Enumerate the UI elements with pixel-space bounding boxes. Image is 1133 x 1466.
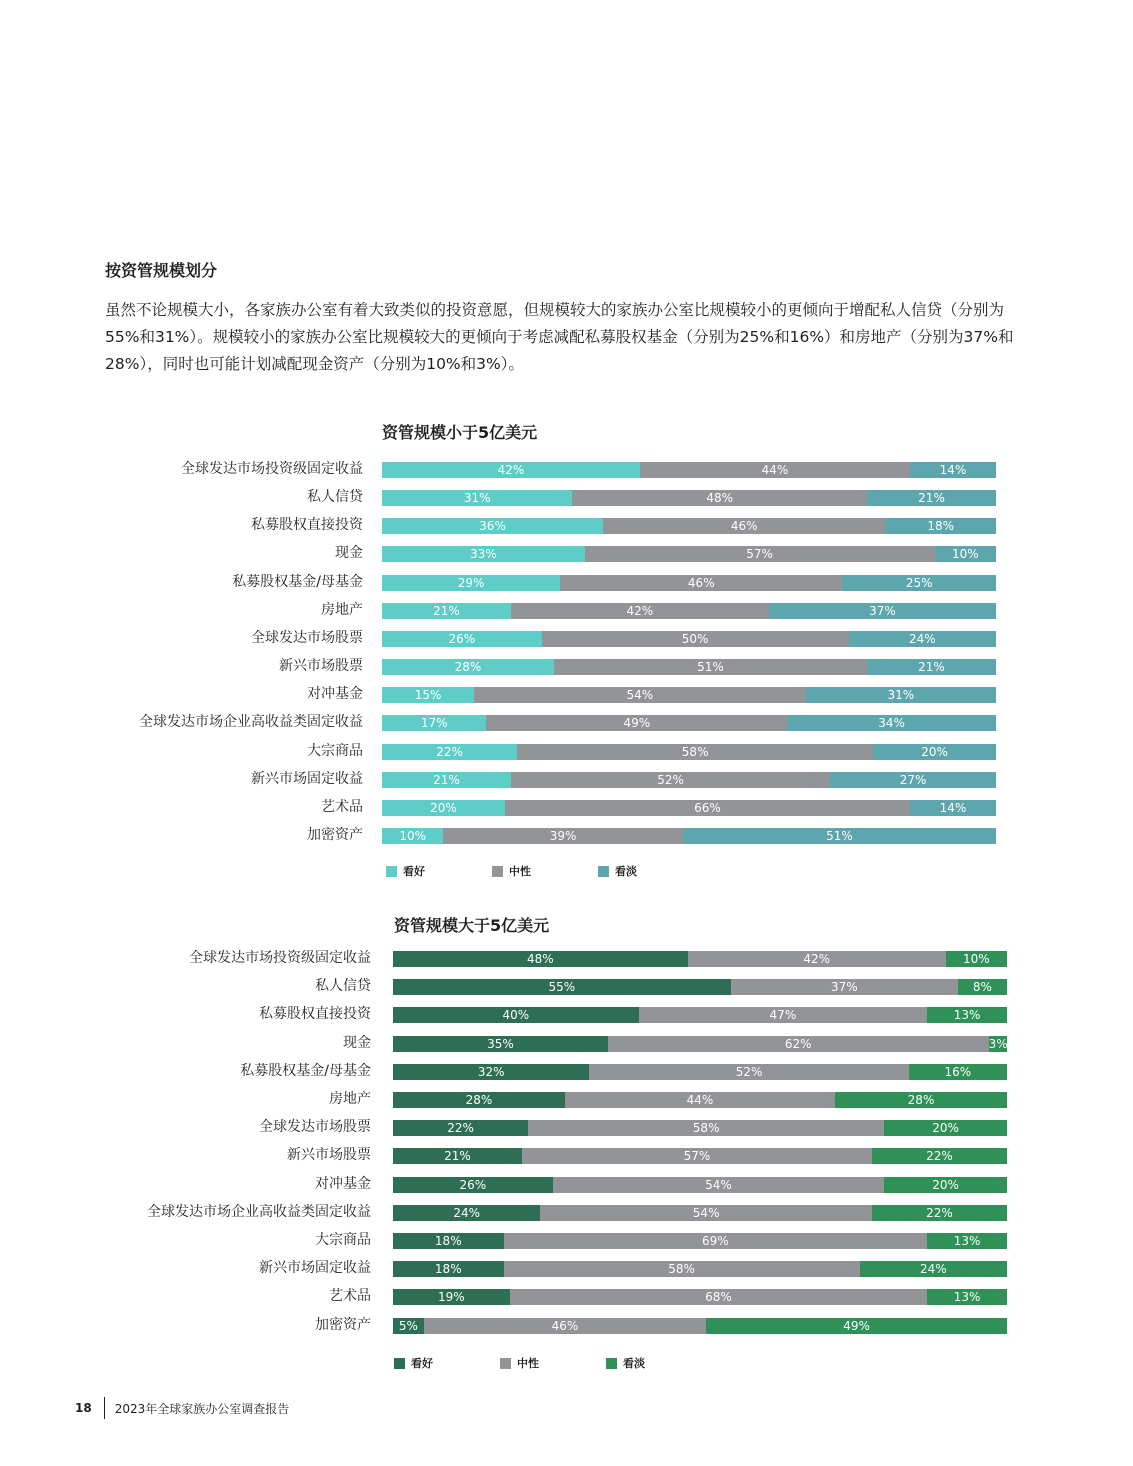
data-label: 49%: [843, 1318, 870, 1333]
legend-swatch: [394, 1358, 405, 1369]
data-label: 62%: [784, 1036, 812, 1051]
data-label: 20%: [932, 1177, 959, 1192]
category-label: 新兴市场股票: [279, 658, 363, 675]
chart-row: [0, 1202, 1133, 1222]
data-label: 54%: [705, 1177, 732, 1192]
bar-segment: [382, 575, 560, 591]
data-label: 57%: [683, 1149, 711, 1164]
data-label: 55%: [548, 980, 576, 995]
bar-segment: [382, 828, 443, 844]
chart-row: [0, 1033, 1133, 1053]
data-label: 27%: [899, 772, 927, 787]
bar-segment: [382, 603, 511, 619]
data-label: 20%: [932, 1121, 959, 1136]
data-label: 68%: [705, 1290, 732, 1305]
stacked-bar: [393, 1177, 1007, 1193]
stacked-bar: [382, 772, 996, 788]
chart-title: 资管规模大于5亿美元: [394, 916, 550, 935]
stacked-bar: [382, 828, 996, 844]
chart-row: [0, 600, 1133, 620]
stacked-bar: [382, 800, 996, 816]
bar-segment: [910, 462, 996, 478]
data-label: 31%: [463, 491, 491, 506]
data-label: 48%: [706, 491, 734, 506]
stacked-bar: [393, 1120, 1007, 1136]
chart-row: [0, 1117, 1133, 1137]
section-paragraph: 虽然不论规模大小，各家族办公室有着大致类似的投资意愿，但规模较大的家族办公室比规模较小的更倾向于增配私人信贷（分别为55%和31%）。规模较小的家族办公室比规模较大的更倾向于考虑减配私募股权基金（分别为25%和16%）和房地产（分别为37%和28%），同时也可能计划减配现金资产（分别为10%和3%）。: [105, 301, 1014, 373]
chart-row: [0, 1286, 1133, 1306]
data-label: 10%: [951, 547, 979, 562]
bar-segment: [565, 1092, 835, 1108]
data-label: 36%: [479, 519, 506, 534]
data-label: 18%: [434, 1234, 462, 1248]
data-label: 10%: [962, 952, 990, 966]
bar-segment: [589, 1064, 908, 1080]
data-label: 34%: [878, 716, 905, 731]
data-label: 26%: [459, 1177, 487, 1192]
bar-segment: [393, 1064, 589, 1080]
bar-segment: [382, 687, 474, 703]
category-label: 加密资产: [307, 826, 363, 843]
bar-segment: [382, 546, 585, 562]
bar-segment: [830, 772, 996, 788]
chart-title: 资管规模小于5亿美元: [382, 423, 538, 442]
chart-row: [0, 656, 1133, 676]
bar-segment: [393, 1177, 553, 1193]
data-label: 16%: [944, 1064, 972, 1079]
bar-segment: [873, 744, 996, 760]
data-label: 22%: [447, 1121, 474, 1136]
data-label: 13%: [953, 1290, 981, 1305]
category-label: 私募股权直接投资: [259, 1006, 371, 1023]
category-label: 现金: [343, 1034, 371, 1051]
bar-segment: [884, 1120, 1007, 1136]
bar-segment: [835, 1092, 1007, 1108]
bar-segment: [608, 1036, 989, 1052]
data-label: 21%: [433, 772, 460, 787]
stacked-bar: [382, 744, 996, 760]
bar-segment: [517, 744, 873, 760]
data-label: 22%: [436, 744, 463, 759]
bar-segment: [382, 715, 486, 731]
bar-segment: [603, 518, 885, 534]
data-label: 47%: [769, 1008, 797, 1023]
data-label: 42%: [803, 952, 830, 966]
data-label: 51%: [826, 828, 853, 843]
legend-swatch: [492, 866, 503, 877]
bar-segment: [393, 1120, 528, 1136]
data-label: 40%: [502, 1008, 530, 1023]
bar-segment: [393, 1318, 424, 1334]
data-label: 28%: [465, 1093, 493, 1107]
legend-swatch: [386, 866, 397, 877]
stacked-bar: [382, 518, 996, 534]
legend-swatch: [598, 866, 609, 877]
page-number: 18: [75, 1401, 92, 1415]
chart-row: [0, 1145, 1133, 1165]
data-label: 37%: [869, 603, 896, 618]
stacked-bar: [393, 979, 1007, 995]
data-label: 28%: [907, 1093, 935, 1107]
data-label: 46%: [730, 519, 758, 534]
chart-row: [0, 1230, 1133, 1250]
data-label: 8%: [972, 980, 992, 995]
bar-segment: [424, 1318, 706, 1334]
chart-row: [0, 1174, 1133, 1194]
data-label: 54%: [692, 1205, 720, 1220]
bar-segment: [486, 715, 787, 731]
data-label: 46%: [687, 575, 715, 590]
data-label: 48%: [527, 952, 554, 966]
stacked-bar: [382, 462, 996, 478]
chart-row: [0, 1315, 1133, 1335]
stacked-bar: [393, 1261, 1007, 1277]
data-label: 24%: [919, 1262, 947, 1277]
data-label: 46%: [551, 1318, 579, 1333]
category-label: 全球发达市场投资级固定收益: [189, 950, 371, 966]
bar-segment: [910, 800, 996, 816]
bar-segment: [393, 1036, 608, 1052]
stacked-bar: [382, 575, 996, 591]
stacked-bar: [393, 1007, 1007, 1023]
bar-segment: [393, 1092, 565, 1108]
bar-segment: [382, 490, 572, 506]
bar-segment: [860, 1261, 1007, 1277]
bar-segment: [511, 772, 830, 788]
bar-segment: [585, 546, 935, 562]
data-label: 44%: [686, 1093, 714, 1107]
data-label: 20%: [921, 744, 948, 759]
legend-label: 看好: [411, 1357, 433, 1370]
data-label: 31%: [887, 688, 915, 703]
category-label: 私募股权基金/母基金: [240, 1062, 371, 1079]
legend-label: 看淡: [623, 1357, 645, 1370]
bar-segment: [504, 1261, 860, 1277]
page-footer: [75, 1397, 289, 1419]
stacked-bar: [382, 546, 996, 562]
data-label: 15%: [414, 688, 442, 703]
data-label: 58%: [681, 744, 709, 759]
data-label: 52%: [735, 1064, 763, 1079]
stacked-bar: [393, 1064, 1007, 1080]
legend-label: 看好: [403, 865, 425, 878]
data-label: 69%: [702, 1234, 729, 1248]
bar-segment: [382, 800, 505, 816]
data-label: 18%: [927, 519, 955, 534]
data-label: 24%: [908, 631, 936, 646]
bar-segment: [884, 1177, 1007, 1193]
chart-row: [0, 825, 1133, 845]
stacked-bar: [393, 1289, 1007, 1305]
bar-segment: [393, 1233, 504, 1249]
legend-item: [606, 1355, 712, 1371]
bar-segment: [688, 951, 946, 967]
bar-segment: [560, 575, 842, 591]
category-label: 大宗商品: [307, 742, 363, 759]
category-label: 全球发达市场股票: [259, 1119, 371, 1136]
bar-segment: [989, 1036, 1007, 1052]
data-label: 52%: [657, 772, 684, 787]
chart-row: [0, 487, 1133, 507]
category-label: 大宗商品: [315, 1232, 371, 1248]
data-label: 22%: [926, 1149, 953, 1164]
category-label: 对冲基金: [315, 1175, 371, 1192]
category-label: 对冲基金: [307, 686, 363, 703]
chart-row: [0, 741, 1133, 761]
stacked-bar: [393, 1036, 1007, 1052]
bar-segment: [382, 518, 603, 534]
chart-row: [0, 1061, 1133, 1081]
data-label: 42%: [497, 463, 525, 477]
bar-segment: [787, 715, 996, 731]
bar-segment: [393, 1261, 504, 1277]
legend-item: [598, 863, 704, 879]
legend-item: [500, 1355, 606, 1371]
category-label: 新兴市场固定收益: [251, 770, 363, 787]
data-label: 25%: [905, 575, 933, 590]
data-label: 51%: [697, 660, 724, 675]
bar-segment: [909, 1064, 1007, 1080]
category-label: 艺术品: [329, 1288, 371, 1305]
stacked-bar: [393, 1233, 1007, 1249]
bar-segment: [511, 603, 769, 619]
bar-segment: [842, 575, 996, 591]
category-label: 艺术品: [321, 798, 363, 815]
bar-segment: [706, 1318, 1007, 1334]
category-label: 现金: [335, 545, 363, 562]
bar-segment: [806, 687, 996, 703]
data-label: 54%: [626, 688, 654, 703]
bar-segment: [510, 1289, 928, 1305]
chart-row: [0, 712, 1133, 732]
data-label: 66%: [694, 800, 721, 815]
stacked-bar: [393, 1092, 1007, 1108]
category-label: 私募股权直接投资: [251, 517, 363, 534]
stacked-bar: [393, 951, 1007, 967]
bar-segment: [542, 631, 849, 647]
stacked-bar: [382, 603, 996, 619]
data-label: 22%: [926, 1205, 953, 1220]
stacked-bar: [382, 659, 996, 675]
legend-swatch: [606, 1358, 617, 1369]
chart-row: [0, 948, 1133, 968]
bar-segment: [935, 546, 996, 562]
chart-row: [0, 976, 1133, 996]
bar-segment: [382, 631, 542, 647]
bar-segment: [474, 687, 806, 703]
data-label: 35%: [487, 1036, 514, 1051]
bar-segment: [393, 1205, 540, 1221]
data-label: 14%: [939, 800, 967, 815]
data-label: 44%: [761, 463, 789, 477]
bar-segment: [867, 659, 996, 675]
bar-segment: [640, 462, 910, 478]
bar-segment: [958, 979, 1007, 995]
chart-row: [0, 459, 1133, 479]
data-label: 21%: [433, 603, 460, 618]
bar-segment: [553, 1177, 885, 1193]
stacked-bar: [382, 715, 996, 731]
data-label: 42%: [626, 603, 654, 618]
category-label: 全球发达市场企业高收益类固定收益: [147, 1203, 371, 1220]
data-label: 21%: [918, 660, 945, 675]
data-label: 58%: [692, 1121, 720, 1136]
bar-segment: [872, 1205, 1007, 1221]
chart-row: [0, 515, 1133, 535]
bar-segment: [522, 1148, 872, 1164]
bar-segment: [639, 1007, 928, 1023]
bar-segment: [382, 659, 554, 675]
stacked-bar: [382, 631, 996, 647]
bar-segment: [872, 1148, 1007, 1164]
stacked-bar: [393, 1205, 1007, 1221]
bar-segment: [393, 1007, 639, 1023]
category-label: 房地产: [321, 601, 363, 618]
category-label: 全球发达市场投资级固定收益: [181, 461, 363, 477]
data-label: 14%: [939, 463, 967, 477]
chart-row: [0, 1258, 1133, 1278]
chart-legend: [394, 1355, 712, 1371]
chart-row: [0, 628, 1133, 648]
category-label: 新兴市场股票: [287, 1147, 371, 1164]
report-title: 2023年全球家族办公室调查报告: [114, 1401, 290, 1416]
bar-segment: [528, 1120, 884, 1136]
category-label: 全球发达市场股票: [251, 629, 363, 646]
category-label: 私募股权基金/母基金: [232, 573, 363, 590]
legend-label: 中性: [517, 1357, 539, 1370]
chart-row: [0, 769, 1133, 789]
data-label: 21%: [918, 491, 945, 506]
bar-segment: [504, 1233, 928, 1249]
data-label: 3%: [988, 1036, 1008, 1051]
bar-segment: [849, 631, 996, 647]
data-label: 28%: [454, 660, 482, 675]
stacked-bar: [393, 1318, 1007, 1334]
category-label: 加密资产: [315, 1316, 371, 1333]
stacked-bar: [393, 1148, 1007, 1164]
category-label: 新兴市场固定收益: [259, 1260, 371, 1277]
legend-label: 看淡: [615, 865, 637, 878]
data-label: 58%: [668, 1262, 695, 1277]
bar-segment: [505, 800, 910, 816]
data-label: 17%: [420, 716, 448, 731]
bar-segment: [946, 951, 1007, 967]
data-label: 33%: [469, 547, 497, 562]
chart-legend: [386, 863, 704, 879]
section-heading: 按资管规模划分: [105, 261, 218, 280]
data-label: 13%: [953, 1234, 981, 1248]
bar-segment: [885, 518, 996, 534]
data-label: 29%: [457, 575, 485, 590]
data-label: 10%: [399, 828, 427, 843]
data-label: 5%: [398, 1318, 418, 1333]
footer-divider: [104, 1397, 105, 1419]
legend-item: [394, 1355, 500, 1371]
category-label: 私人信贷: [315, 978, 371, 995]
chart-row: [0, 797, 1133, 817]
data-label: 50%: [681, 631, 709, 646]
bar-segment: [382, 462, 640, 478]
chart-row: [0, 572, 1133, 592]
bar-segment: [393, 1289, 510, 1305]
bar-segment: [443, 828, 682, 844]
legend-swatch: [500, 1358, 511, 1369]
data-label: 32%: [477, 1064, 505, 1079]
chart-row: [0, 543, 1133, 563]
bar-segment: [393, 1148, 522, 1164]
data-label: 57%: [746, 547, 773, 562]
chart-row: [0, 1004, 1133, 1024]
stacked-bar: [382, 490, 996, 506]
category-label: 私人信贷: [307, 489, 363, 506]
bar-segment: [927, 1007, 1007, 1023]
data-label: 18%: [434, 1262, 462, 1277]
category-label: 全球发达市场企业高收益类固定收益: [139, 714, 363, 731]
data-label: 37%: [830, 980, 858, 995]
stacked-bar: [382, 687, 996, 703]
data-label: 21%: [444, 1149, 471, 1164]
chart-row: [0, 1089, 1133, 1109]
bar-segment: [554, 659, 867, 675]
bar-segment: [927, 1289, 1007, 1305]
bar-segment: [731, 979, 958, 995]
bar-segment: [683, 828, 996, 844]
data-label: 49%: [623, 716, 651, 731]
chart-row: [0, 684, 1133, 704]
data-label: 19%: [437, 1290, 465, 1305]
data-label: 26%: [448, 631, 476, 646]
bar-segment: [867, 490, 996, 506]
data-label: 13%: [953, 1008, 981, 1023]
bar-segment: [393, 951, 688, 967]
data-label: 20%: [430, 800, 457, 815]
bar-segment: [382, 772, 511, 788]
category-label: 房地产: [329, 1091, 371, 1107]
legend-label: 中性: [509, 865, 531, 878]
legend-item: [386, 863, 492, 879]
legend-item: [492, 863, 598, 879]
data-label: 24%: [453, 1205, 481, 1220]
bar-segment: [382, 744, 517, 760]
bar-segment: [572, 490, 867, 506]
bar-segment: [769, 603, 996, 619]
bar-segment: [393, 979, 731, 995]
bar-segment: [927, 1233, 1007, 1249]
bar-segment: [540, 1205, 872, 1221]
data-label: 39%: [549, 828, 577, 843]
